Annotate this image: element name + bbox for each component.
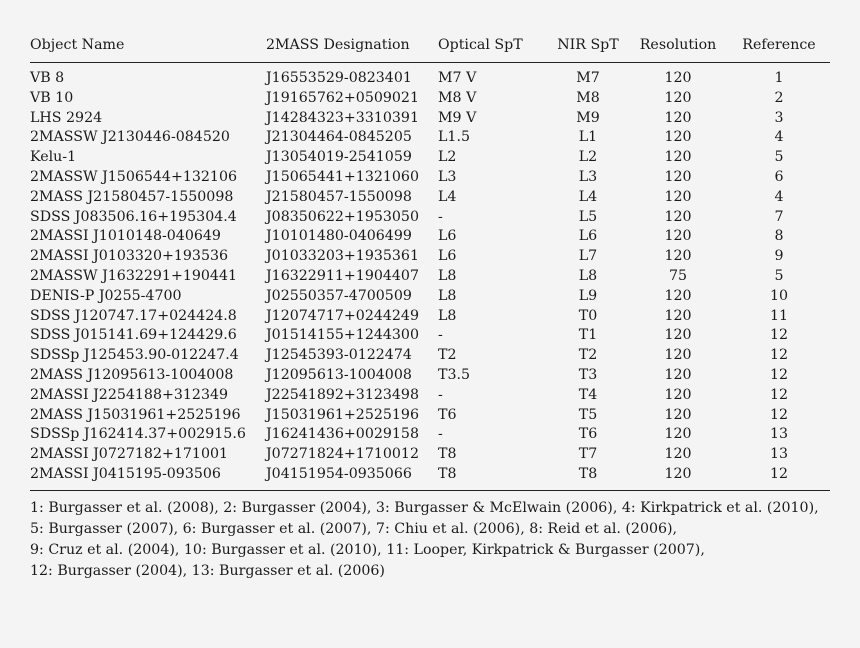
- header-resolution: Resolution: [639, 37, 717, 53]
- cell-resolution: 120: [664, 347, 692, 364]
- cell-resolution: 120: [664, 446, 692, 463]
- cell-reference: 8: [774, 228, 784, 245]
- table-row: [30, 307, 830, 327]
- cell-object-name: Kelu-1: [30, 149, 77, 166]
- object-table: [30, 34, 830, 491]
- table-row: [30, 366, 830, 386]
- cell-nir-spt: L2: [578, 149, 598, 166]
- cell-reference: 12: [769, 465, 789, 482]
- cell-optical-spt: L8: [438, 267, 457, 284]
- cell-optical-spt: L2: [438, 149, 457, 166]
- table-row: [30, 63, 830, 89]
- cell-reference: 11: [769, 307, 789, 324]
- cell-designation: J16241436+0029158: [266, 426, 419, 443]
- cell-designation: J02550357-4700509: [266, 287, 412, 304]
- table-row: [30, 109, 830, 129]
- cell-reference: 5: [774, 149, 784, 166]
- cell-object-name: 2MASSI J1010148-040649: [30, 228, 221, 245]
- cell-designation: J16553529-0823401: [266, 70, 412, 86]
- table-row: [30, 247, 830, 267]
- cell-nir-spt: T3: [578, 366, 598, 383]
- table-row: [30, 267, 830, 287]
- cell-designation: J12074717+0244249: [266, 307, 419, 324]
- reference-line: 5: Burgasser (2007), 6: Burgasser et al. (2007), 7: Chiu et al. (2006), 8: Reid et al. (2006),: [30, 520, 678, 537]
- cell-designation: J19165762+0509021: [266, 89, 419, 106]
- cell-nir-spt: L7: [578, 248, 598, 265]
- cell-designation: J14284323+3310391: [266, 109, 419, 126]
- table-row: [30, 208, 830, 228]
- cell-nir-spt: M8: [576, 89, 600, 106]
- cell-object-name: LHS 2924: [30, 109, 103, 126]
- cell-designation: J21304464-0845205: [266, 129, 412, 146]
- table-row: [30, 128, 830, 148]
- table-row: [30, 425, 830, 445]
- cell-nir-spt: T6: [578, 426, 598, 443]
- cell-object-name: 2MASSW J1506544+132106: [30, 168, 238, 185]
- table-row: [30, 89, 830, 109]
- cell-designation: J15031961+2525196: [266, 406, 419, 423]
- cell-resolution: 120: [664, 228, 692, 245]
- header-optical-spt: Optical SpT: [438, 37, 523, 53]
- cell-reference: 12: [769, 347, 789, 364]
- table-row: [30, 386, 830, 406]
- cell-object-name: 2MASSI J0103320+193536: [30, 248, 229, 265]
- cell-resolution: 120: [664, 426, 692, 443]
- cell-designation: J04151954-0935066: [266, 465, 412, 482]
- cell-resolution: 120: [664, 129, 692, 146]
- cell-optical-spt: -: [438, 208, 443, 225]
- cell-object-name: 2MASSI J2254188+312349: [30, 386, 229, 403]
- cell-reference: 2: [774, 89, 784, 106]
- cell-nir-spt: T5: [578, 406, 598, 423]
- cell-designation: J22541892+3123498: [266, 386, 419, 403]
- cell-object-name: SDSSp J162414.37+002915.6: [30, 426, 246, 443]
- header-nir-spt: NIR SpT: [557, 37, 619, 53]
- cell-designation: J15065441+1321060: [266, 168, 419, 185]
- header-object-name: Object Name: [30, 37, 125, 53]
- table-row: [30, 326, 830, 346]
- cell-designation: J21580457-1550098: [266, 188, 412, 205]
- cell-nir-spt: T1: [578, 327, 598, 344]
- table-row: [30, 188, 830, 208]
- cell-object-name: VB 10: [30, 89, 74, 106]
- cell-resolution: 120: [664, 208, 692, 225]
- cell-optical-spt: T3.5: [438, 366, 471, 383]
- cell-resolution: 120: [664, 406, 692, 423]
- header-row: [30, 34, 830, 63]
- reference-line: 9: Cruz et al. (2004), 10: Burgasser et al. (2010), 11: Looper, Kirkpatrick & Burgasser (2007),: [30, 541, 705, 558]
- cell-reference: 12: [769, 366, 789, 383]
- cell-designation: J10101480-0406499: [266, 228, 412, 245]
- cell-nir-spt: T7: [578, 446, 598, 463]
- cell-designation: J12095613-1004008: [266, 366, 412, 383]
- table-page: [30, 34, 830, 582]
- cell-nir-spt: T8: [578, 465, 598, 482]
- cell-resolution: 120: [664, 168, 692, 185]
- table-row: [30, 465, 830, 490]
- cell-nir-spt: T0: [578, 307, 598, 324]
- cell-optical-spt: -: [438, 426, 443, 443]
- cell-nir-spt: M7: [576, 70, 600, 86]
- cell-optical-spt: L6: [438, 248, 457, 265]
- cell-optical-spt: L4: [438, 188, 457, 205]
- cell-designation: J07271824+1710012: [266, 446, 419, 463]
- cell-object-name: SDSSp J125453.90-012247.4: [30, 347, 239, 364]
- cell-object-name: 2MASS J21580457-1550098: [30, 188, 234, 205]
- cell-nir-spt: L8: [578, 267, 598, 284]
- cell-resolution: 120: [664, 386, 692, 403]
- cell-optical-spt: L8: [438, 307, 457, 324]
- cell-optical-spt: L8: [438, 287, 457, 304]
- cell-object-name: DENIS-P J0255-4700: [30, 287, 182, 304]
- reference-line: 1: Burgasser et al. (2008), 2: Burgasser (2004), 3: Burgasser & McElwain (2006), 4: Kirkpatrick et al. (2010),: [30, 499, 819, 516]
- cell-object-name: 2MASSI J0415195-093506: [30, 465, 221, 482]
- table-row: [30, 287, 830, 307]
- header-2mass-designation: 2MASS Designation: [266, 37, 410, 53]
- cell-resolution: 120: [664, 188, 692, 205]
- cell-optical-spt: T6: [438, 406, 457, 423]
- cell-optical-spt: T8: [438, 465, 457, 482]
- cell-object-name: 2MASSW J1632291+190441: [30, 267, 238, 284]
- cell-optical-spt: M8 V: [438, 89, 477, 106]
- cell-object-name: VB 8: [30, 70, 65, 86]
- cell-reference: 9: [774, 248, 784, 265]
- cell-designation: J16322911+1904407: [266, 267, 419, 284]
- cell-reference: 12: [769, 327, 789, 344]
- cell-resolution: 120: [664, 70, 692, 86]
- reference-notes: [30, 498, 830, 582]
- cell-optical-spt: -: [438, 386, 443, 403]
- cell-optical-spt: L3: [438, 168, 457, 185]
- cell-object-name: 2MASS J12095613-1004008: [30, 366, 234, 383]
- cell-optical-spt: L6: [438, 228, 457, 245]
- cell-resolution: 120: [664, 248, 692, 265]
- cell-resolution: 120: [664, 287, 692, 304]
- cell-nir-spt: L9: [578, 287, 598, 304]
- cell-reference: 13: [769, 426, 789, 443]
- table-row: [30, 406, 830, 426]
- cell-object-name: 2MASS J15031961+2525196: [30, 406, 241, 423]
- reference-line: 12: Burgasser (2004), 13: Burgasser et al. (2006): [30, 562, 385, 579]
- cell-optical-spt: T2: [438, 347, 457, 364]
- table-row: [30, 227, 830, 247]
- cell-reference: 4: [774, 129, 784, 146]
- cell-nir-spt: T2: [578, 347, 598, 364]
- cell-resolution: 120: [664, 149, 692, 166]
- cell-reference: 3: [774, 109, 784, 126]
- cell-resolution: 120: [664, 109, 692, 126]
- cell-designation: J13054019-2541059: [266, 149, 412, 166]
- cell-nir-spt: L6: [578, 228, 598, 245]
- cell-resolution: 120: [664, 89, 692, 106]
- cell-reference: 5: [774, 267, 784, 284]
- cell-reference: 4: [774, 188, 784, 205]
- cell-reference: 12: [769, 406, 789, 423]
- cell-resolution: 120: [664, 366, 692, 383]
- cell-optical-spt: M7 V: [438, 70, 477, 86]
- header-reference: Reference: [742, 37, 816, 53]
- cell-resolution: 120: [664, 327, 692, 344]
- cell-nir-spt: L1: [578, 129, 598, 146]
- cell-reference: 13: [769, 446, 789, 463]
- cell-reference: 6: [774, 168, 784, 185]
- cell-reference: 7: [774, 208, 784, 225]
- cell-designation: J12545393-0122474: [266, 347, 412, 364]
- cell-nir-spt: L3: [578, 168, 598, 185]
- cell-optical-spt: -: [438, 327, 443, 344]
- cell-designation: J08350622+1953050: [266, 208, 419, 225]
- table-row: [30, 168, 830, 188]
- table-row: [30, 148, 830, 168]
- cell-resolution: 120: [664, 307, 692, 324]
- cell-optical-spt: T8: [438, 446, 457, 463]
- cell-designation: J01033203+1935361: [266, 248, 419, 265]
- table-row: [30, 346, 830, 366]
- cell-nir-spt: T4: [578, 386, 598, 403]
- cell-object-name: SDSS J083506.16+195304.4: [30, 208, 237, 225]
- cell-optical-spt: M9 V: [438, 109, 477, 126]
- cell-resolution: 120: [664, 465, 692, 482]
- cell-object-name: 2MASSW J2130446-084520: [30, 129, 230, 146]
- cell-designation: J01514155+1244300: [266, 327, 419, 344]
- cell-nir-spt: M9: [576, 109, 600, 126]
- cell-resolution: 75: [668, 267, 688, 284]
- cell-optical-spt: L1.5: [438, 129, 470, 146]
- cell-nir-spt: L4: [578, 188, 598, 205]
- table-body: [30, 63, 830, 491]
- cell-reference: 1: [774, 70, 784, 86]
- table-row: [30, 445, 830, 465]
- cell-nir-spt: L5: [578, 208, 598, 225]
- cell-object-name: 2MASSI J0727182+171001: [30, 446, 229, 463]
- cell-object-name: SDSS J120747.17+024424.8: [30, 307, 237, 324]
- cell-reference: 10: [769, 287, 789, 304]
- cell-object-name: SDSS J015141.69+124429.6: [30, 327, 237, 344]
- cell-reference: 12: [769, 386, 789, 403]
- table-header: [30, 34, 830, 63]
